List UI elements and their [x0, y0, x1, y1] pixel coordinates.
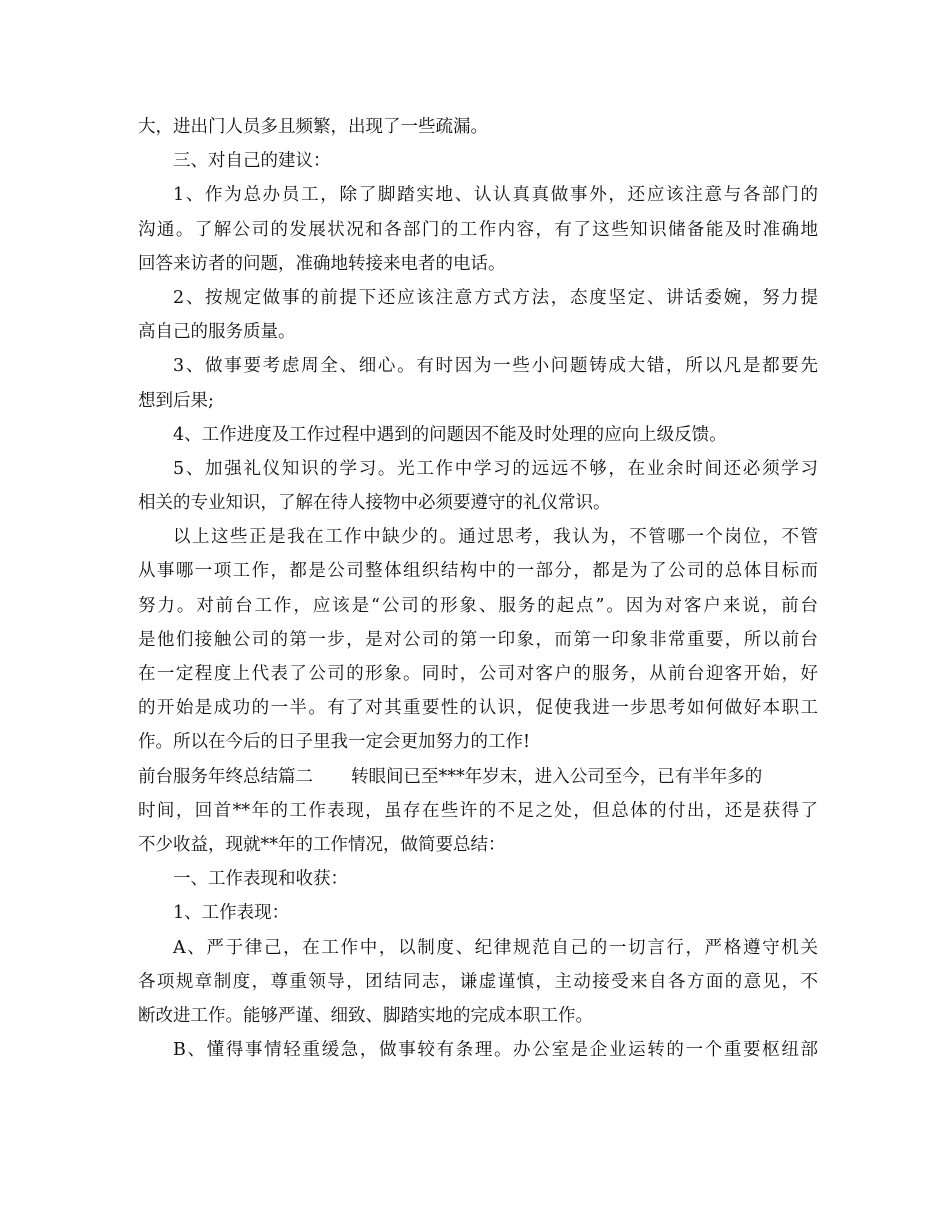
text-line: 想到后果; [138, 390, 214, 411]
section-title: 前台服务年终总结篇二 [138, 766, 313, 787]
text-line: 时间，回首**年的工作表现，虽存在些许的不足之处，但总体的付出，还是获得了 [138, 800, 818, 821]
text-line: 1、作为总办员工，除了脚踏实地、认认真真做事外，还应该注意与各部门的 [173, 185, 818, 206]
section-heading-line: 一、工作表现和收获： [173, 869, 348, 890]
text-line: 沟通。了解公司的发展状况和各部门的工作内容，有了这些知识储备能及时准确地 [138, 219, 818, 240]
text-line: A、严于律己，在工作中，以制度、纪律规范自己的一切言行，严格遵守机关 [173, 937, 818, 958]
text-line: 3、做事要考虑周全、细心。有时因为一些小问题铸成大错，所以凡是都要先 [173, 356, 818, 377]
text-line: 2、按规定做事的前提下还应该注意方式方法，态度坚定、讲话委婉，努力提 [173, 287, 818, 308]
text-line: 断改进工作。能够严谨、细致、脚踏实地的完成本职工作。 [138, 1005, 593, 1026]
text-line: 从事哪一项工作，都是公司整体组织结构中的一部分，都是为了公司的总体目标而 [138, 561, 818, 582]
text-line: 高自己的服务质量。 [138, 322, 296, 343]
text-line: 作。所以在今后的日子里我一定会更加努力的工作! [138, 732, 531, 753]
text-line: 各项规章制度，尊重领导，团结同志，谦虚谨慎，主动接受来自各方面的意见，不 [138, 971, 818, 992]
text-line: 不少收益，现就**年的工作情况，做简要总结： [138, 834, 506, 855]
text-line: 是他们接触公司的第一步，是对公司的第一印象，而第一印象非常重要，所以前台 [138, 629, 818, 650]
text-line: B、懂得事情轻重缓急，做事较有条理。办公室是企业运转的一个重要枢纽部 [173, 1040, 818, 1061]
text-line: 4、工作进度及工作过程中遇到的问题因不能及时处理的应向上级反馈。 [173, 424, 727, 445]
subsection-heading-line: 1、工作表现： [173, 903, 290, 924]
text-line: 在一定程度上代表了公司的形象。同时，公司对客户的服务，从前台迎客开始，好 [138, 664, 818, 684]
section-heading-line: 三、对自己的建议： [173, 151, 331, 172]
text-line: 以上这些正是我在工作中缺少的。通过思考，我认为，不管哪一个岗位，不管 [173, 527, 818, 548]
text-line [138, 760, 818, 794]
text-run: 转眼间已至***年岁末，进入公司至今，已有半年多的 [351, 766, 763, 787]
text-line: 相关的专业知识，了解在待人接物中必须要遵守的礼仪常识。 [138, 493, 611, 514]
text-line: 5、加强礼仪知识的学习。光工作中学习的远远不够，在业余时间还必须学习 [173, 458, 818, 479]
text-line: 大，进出门人员多且频繁，出现了一些疏漏。 [138, 117, 488, 137]
document-body [138, 110, 818, 1067]
text-line: 努力。对前台工作，应该是“公司的形象、服务的起点”。因为对客户来说，前台 [138, 595, 818, 616]
text-line: 的开始是成功的一半。有了对其重要性的认识，促使我进一步思考如何做好本职工 [138, 698, 818, 719]
text-line: 回答来访者的问题，准确地转接来电者的电话。 [138, 253, 506, 274]
